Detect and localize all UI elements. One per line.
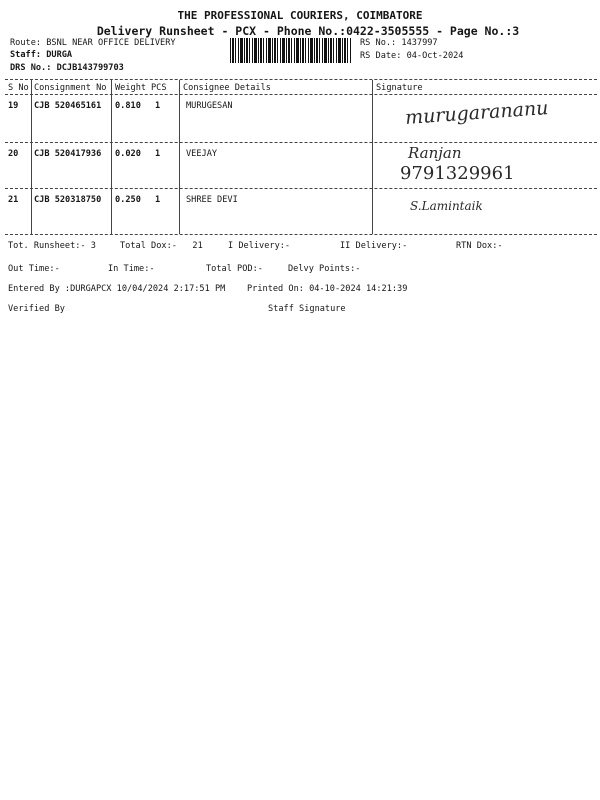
in-time: In Time:-	[108, 264, 155, 274]
column-divider	[179, 80, 180, 234]
column-divider	[372, 80, 373, 234]
rs-number: RS No.: 1437997	[360, 38, 438, 48]
table-top-rule	[5, 79, 597, 80]
row-signature: S.Lamintaik	[410, 199, 483, 213]
company-name: THE PROFESSIONAL COURIERS, COIMBATORE	[177, 9, 423, 22]
total-runsheet: Tot. Runsheet:- 3	[8, 241, 96, 251]
column-divider	[31, 80, 32, 234]
row-consignment: CJB 520465161	[34, 101, 102, 111]
row-consignment: CJB 520318750	[34, 195, 102, 205]
row-sno: 19	[8, 101, 19, 111]
route: Route: BSNL NEAR OFFICE DELIVERY	[10, 38, 176, 48]
staff: Staff: DURGA	[10, 50, 73, 60]
ii-delivery: II Delivery:-	[340, 241, 408, 251]
total-pod: Total POD:-	[206, 264, 263, 274]
row-rule	[5, 188, 597, 189]
rtn-dox: RTN Dox:-	[456, 241, 503, 251]
row-rule	[5, 142, 597, 143]
col-header-signature: Signature	[376, 83, 423, 93]
row-sno: 21	[8, 195, 19, 205]
row-signature-phone: 9791329961	[400, 163, 515, 184]
row-consignee: VEEJAY	[186, 149, 218, 159]
col-header-pcs: PCS	[151, 83, 167, 93]
header-rule	[5, 94, 597, 95]
runsheet-title: Delivery Runsheet - PCX - Phone No.:0422-3505555 - Page No.:3	[96, 24, 520, 38]
col-header-sno: S No	[8, 83, 29, 93]
verified-by: Verified By	[8, 304, 65, 314]
row-consignee: MURUGESAN	[186, 101, 233, 111]
total-dox: Total Dox:- 21	[120, 241, 203, 251]
barcode	[230, 38, 352, 63]
column-divider	[111, 80, 112, 234]
staff-signature: Staff Signature	[268, 304, 346, 314]
row-signature: Ranjan	[408, 144, 462, 162]
row-pcs: 1	[155, 195, 161, 205]
delvy-points: Delvy Points:-	[288, 264, 361, 274]
row-consignment: CJB 520417936	[34, 149, 102, 159]
col-header-consignee: Consignee Details	[183, 83, 271, 93]
row-signature: murugarananu	[404, 97, 550, 129]
rs-date: RS Date: 04-Oct-2024	[360, 51, 464, 61]
col-header-weight: Weight	[115, 83, 147, 93]
row-consignee: SHREE DEVI	[186, 195, 238, 205]
col-header-consignment: Consignment No	[34, 83, 107, 93]
entered-by: Entered By :DURGAPCX 10/04/2024 2:17:51 PM	[8, 284, 226, 294]
row-pcs: 1	[155, 101, 161, 111]
row-pcs: 1	[155, 149, 161, 159]
drs-number: DRS No.: DCJB143799703	[10, 63, 124, 73]
printed-on: Printed On: 04-10-2024 14:21:39	[247, 284, 408, 294]
row-weight: 0.020	[115, 149, 141, 159]
out-time: Out Time:-	[8, 264, 60, 274]
row-sno: 20	[8, 149, 19, 159]
row-weight: 0.810	[115, 101, 141, 111]
row-weight: 0.250	[115, 195, 141, 205]
i-delivery: I Delivery:-	[228, 241, 291, 251]
table-bottom-rule	[5, 234, 597, 235]
